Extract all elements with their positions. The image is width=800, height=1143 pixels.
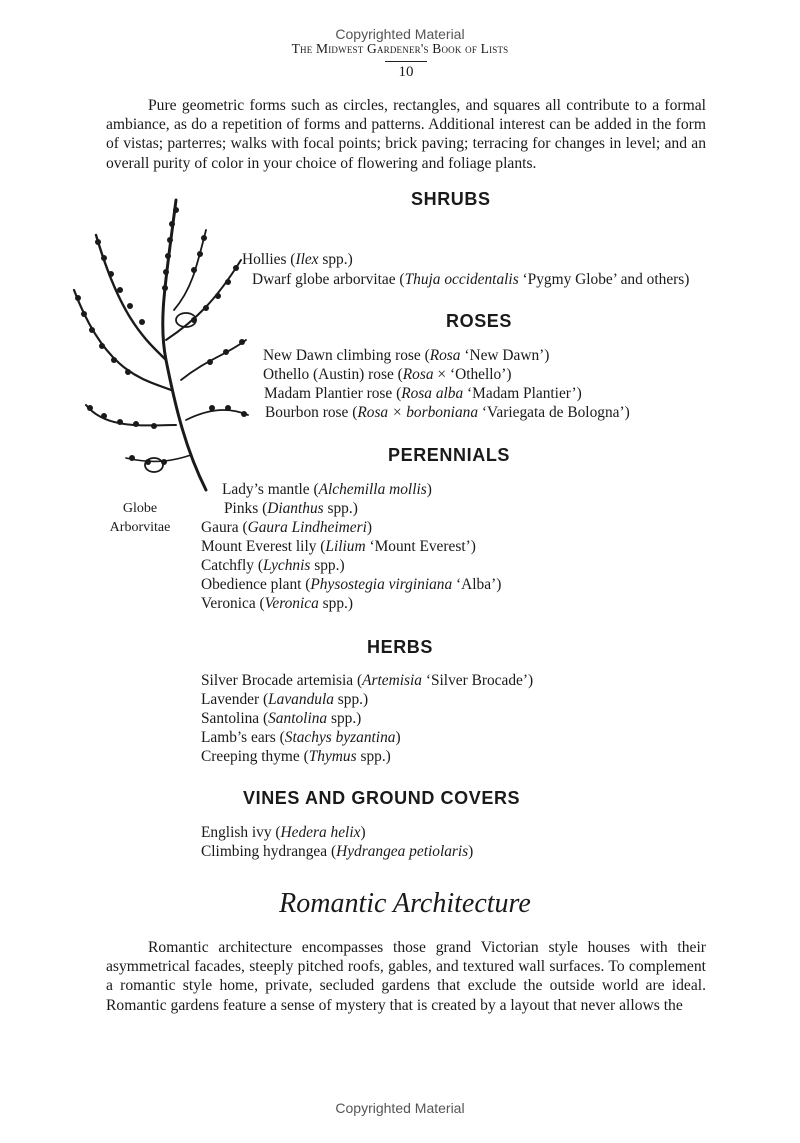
list-item: Lavender (Lavandula spp.)	[201, 691, 369, 708]
list-item: Obedience plant (Physostegia virginiana ‘Alba’)	[201, 576, 502, 593]
list-item: English ivy (Hedera helix)	[201, 824, 366, 841]
heading-roses: ROSES	[446, 311, 513, 331]
list-item: Creeping thyme (Thymus spp.)	[201, 748, 391, 765]
romantic-paragraph: Romantic architecture encompasses those grand Victorian style houses with their asymmetrical facades, steeply pitched roofs, gables, and textured wall surfaces. To complement a romantic style home, private, secluded gardens that exclude the outside world are ideal. Romantic gardens feature a sense of mystery that is created by a layout that never allows the	[106, 939, 706, 1014]
copyright-notice-bottom: Copyrighted Material	[335, 1100, 465, 1116]
list-item: Mount Everest lily (Lilium ‘Mount Everest’)	[201, 538, 476, 555]
list-item: Othello (Austin) rose (Rosa × ‘Othello’)	[263, 366, 512, 383]
list-item: Santolina (Santolina spp.)	[201, 710, 362, 727]
list-item: Catchfly (Lychnis spp.)	[201, 557, 345, 574]
running-head: The Midwest Gardener's Book of Lists	[291, 41, 509, 56]
list-item: Hollies (Ilex spp.)	[242, 251, 353, 268]
list-item: Lady’s mantle (Alchemilla mollis)	[222, 481, 432, 498]
copyright-notice-top: Copyrighted Material	[335, 26, 465, 42]
page-number: 10	[385, 61, 427, 81]
intro-paragraph: Pure geometric forms such as circles, rectangles, and squares all contribute to a formal ambiance, as do a repetition of forms and patterns. Additional interest can be added in the form of vistas; parterres; walks with focal points; brick paving; terracing for changes in level; and an overall purity of color in your choice of flowering and foliage plants.	[106, 97, 706, 172]
heading-vines-ground-covers: VINES AND GROUND COVERS	[243, 788, 521, 808]
heading-herbs: HERBS	[367, 637, 434, 657]
list-item: Bourbon rose (Rosa × borboniana ‘Variegata de Bologna’)	[265, 404, 630, 421]
arborvitae-illustration	[66, 190, 256, 500]
list-item: Gaura (Gaura Lindheimeri)	[201, 519, 372, 536]
list-item: Madam Plantier rose (Rosa alba ‘Madam Plantier’)	[264, 385, 582, 402]
list-item: Lamb’s ears (Stachys byzantina)	[201, 729, 401, 746]
illustration-caption	[95, 499, 185, 537]
list-item: Pinks (Dianthus spp.)	[224, 500, 358, 517]
list-item: New Dawn climbing rose (Rosa ‘New Dawn’)	[263, 347, 550, 364]
list-item: Dwarf globe arborvitae (Thuja occidentalis ‘Pygmy Globe’ and others)	[252, 271, 690, 288]
list-item: Silver Brocade artemisia (Artemisia ‘Silver Brocade’)	[201, 672, 534, 689]
caption-line-2: Arborvitae	[109, 520, 171, 535]
heading-shrubs: SHRUBS	[411, 189, 491, 209]
list-item: Climbing hydrangea (Hydrangea petiolaris)	[201, 843, 474, 860]
list-item: Veronica (Veronica spp.)	[201, 595, 354, 612]
caption-line-1: Globe	[122, 501, 158, 516]
heading-perennials: PERENNIALS	[388, 445, 511, 465]
section-title-romantic-architecture: Romantic Architecture	[279, 888, 531, 919]
